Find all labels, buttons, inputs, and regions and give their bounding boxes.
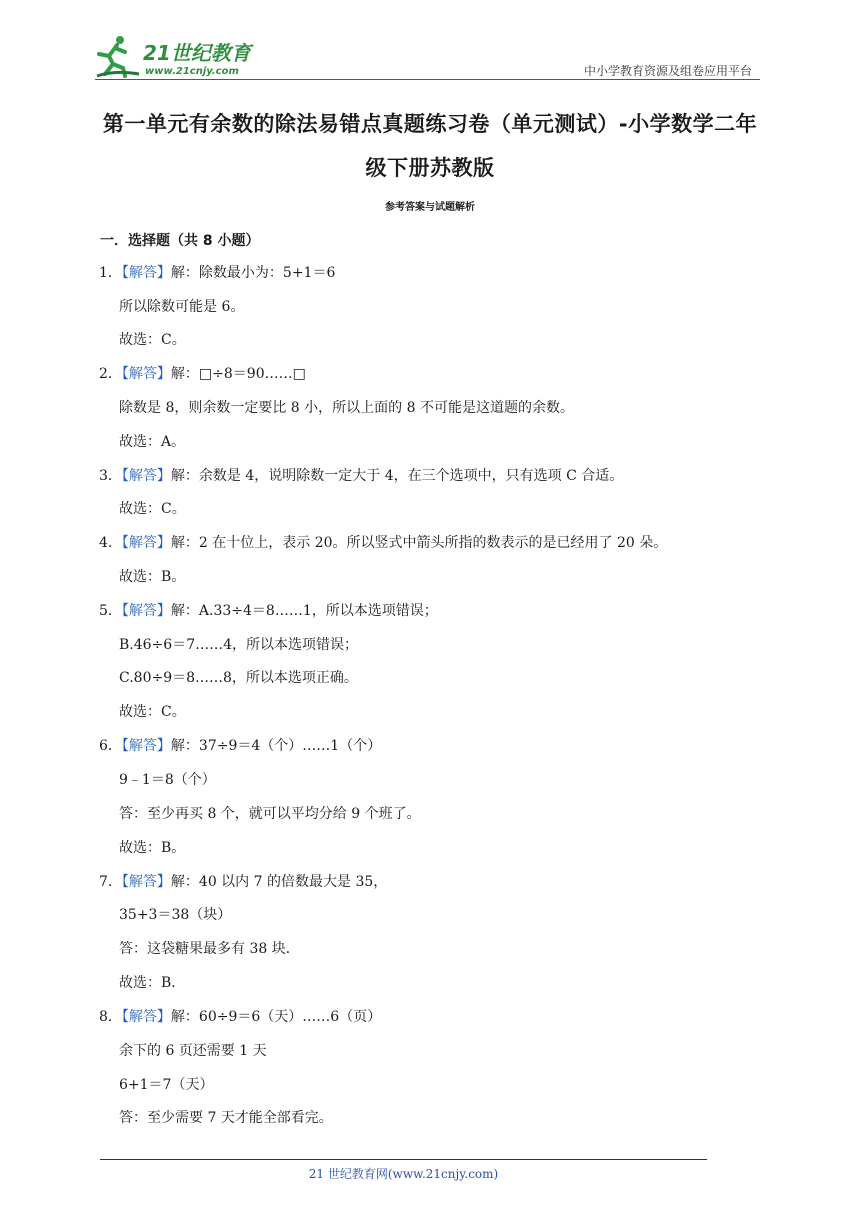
answer-4	[99, 533, 667, 553]
answer-line: 6+1＝7（天）	[119, 1077, 214, 1093]
answer-line: 故选：A。	[119, 434, 186, 450]
answer-1	[99, 263, 335, 283]
logo-text: 21世纪教育	[143, 41, 251, 65]
answer-line: 故选：B。	[119, 569, 186, 585]
answer-line: B.46÷6＝7……4，所以本选项错误；	[119, 637, 359, 653]
answer-tag: 【解答】	[121, 366, 171, 382]
answer-6	[99, 736, 381, 756]
answer-tag: 【解答】	[121, 535, 171, 551]
answer-line: 答：这袋糖果最多有 38 块．	[119, 941, 300, 957]
answer-number: 1．	[99, 265, 122, 281]
runner-icon	[97, 36, 139, 76]
subtitle: 参考答案与试题解析	[385, 202, 475, 213]
answer-text: 解：□÷8＝90……□	[170, 366, 306, 382]
header-divider	[95, 79, 760, 80]
answer-line: 所以除数可能是 6。	[119, 299, 245, 315]
answer-number: 7．	[99, 874, 122, 890]
answer-tag: 【解答】	[121, 874, 171, 890]
answer-text: 解：37÷9＝4（个）……1（个）	[170, 738, 382, 754]
answer-line: 故选：B．	[119, 975, 186, 991]
answer-number: 8．	[99, 1009, 122, 1025]
page-header	[95, 30, 760, 80]
answer-number: 3．	[99, 468, 122, 484]
answer-text: 解：60÷9＝6（天）……6（页）	[170, 1009, 382, 1025]
answer-text: 解：2 在十位上，表示 20。所以竖式中箭头所指的数表示的是已经用了 20 朵。	[170, 535, 668, 551]
answer-line: 答：至少需要 7 天才能全部看完。	[119, 1110, 333, 1126]
answer-number: 5．	[99, 603, 122, 619]
answer-line: 除数是 8，则余数一定要比 8 小，所以上面的 8 不可能是这道题的余数。	[119, 400, 574, 416]
answer-text: 解：40 以内 7 的倍数最大是 35，	[170, 874, 388, 890]
answer-number: 4．	[99, 535, 122, 551]
footer-link[interactable]: 21 世纪教育网(www.21cnjy.com)	[308, 1167, 499, 1181]
footer-divider	[100, 1159, 707, 1160]
title-line-1: 第一单元有余数的除法易错点真题练习卷（单元测试）-小学数学二年	[102, 112, 758, 136]
answer-line: 故选：C。	[119, 501, 186, 517]
answer-tag: 【解答】	[121, 1009, 171, 1025]
answer-tag: 【解答】	[121, 468, 171, 484]
answer-tag: 【解答】	[121, 603, 171, 619]
answer-5	[99, 601, 438, 621]
answer-3	[99, 466, 623, 486]
answer-text: 解：A.33÷4＝8……1，所以本选项错误；	[170, 603, 438, 619]
answer-line: 故选：C。	[119, 332, 186, 348]
answer-tag: 【解答】	[121, 738, 171, 754]
page-title	[95, 102, 765, 190]
answer-line: 35+3＝38（块）	[119, 907, 232, 923]
logo-url: www.21cnjy.com	[145, 66, 239, 77]
answer-text: 解：除数最小为：5+1＝6	[170, 265, 336, 281]
title-line-2: 级下册苏教版	[365, 156, 495, 180]
answer-8	[99, 1007, 381, 1027]
platform-name: 中小学教育资源及组卷应用平台	[583, 64, 752, 78]
answer-number: 6．	[99, 738, 122, 754]
answer-7	[99, 872, 387, 892]
answer-line: 9﹣1＝8（个）	[119, 772, 216, 788]
answer-line: 余下的 6 页还需要 1 天	[119, 1043, 267, 1059]
section-heading: 一．选择题（共 8 小题）	[100, 233, 260, 249]
answer-line: 答：至少再买 8 个，就可以平均分给 9 个班了。	[119, 806, 421, 822]
answer-line: C.80÷9＝8……8，所以本选项正确。	[119, 670, 358, 686]
answer-line: 故选：B。	[119, 840, 186, 856]
answer-number: 2．	[99, 366, 122, 382]
answer-2	[99, 364, 306, 384]
answer-tag: 【解答】	[121, 265, 171, 281]
answer-line: 故选：C。	[119, 704, 186, 720]
answer-text: 解：余数是 4，说明除数一定大于 4，在三个选项中，只有选项 C 合适。	[170, 468, 624, 484]
logo	[95, 34, 265, 78]
